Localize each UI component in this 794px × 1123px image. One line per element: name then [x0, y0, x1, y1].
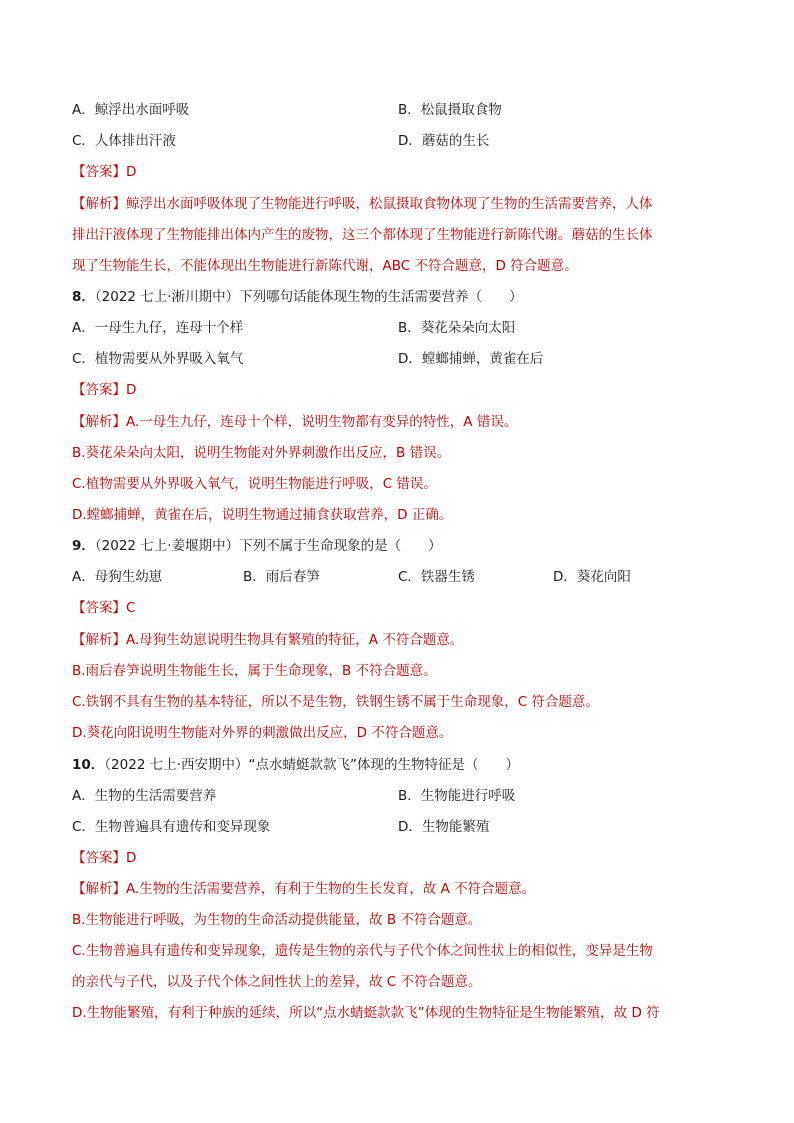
- q10-option-b: B．生物能进行呼吸: [398, 788, 516, 804]
- analysis-text: A.一母生九仔，连母十个样，说明生物都有变异的特性，A 错误。: [126, 414, 518, 430]
- q9-analysis-line-4: D.葵花向阳说明生物能对外界的刺激做出反应，D 不符合题意。: [72, 725, 453, 741]
- q10-option-d: D．生物能繁殖: [398, 819, 490, 835]
- analysis-text: A.母狗生幼崽说明生物具有繁殖的特征，A 不符合题意。: [126, 632, 464, 648]
- q9-stem: [72, 536, 732, 556]
- question-text: 下列哪句话能体现生物的生活需要营养（ ）: [239, 289, 523, 305]
- analysis-label: 【解析】: [72, 196, 126, 212]
- answer-label: 【答案】: [72, 600, 126, 616]
- q8-analysis-line-1: [72, 412, 732, 432]
- q7-option-a: A．鲸浮出水面呼吸: [72, 102, 190, 118]
- q10-analysis-line-1: [72, 879, 732, 899]
- question-number: 10．: [72, 757, 105, 773]
- q8-option-a: A．一母生九仔，连母十个样: [72, 320, 244, 336]
- answer-label: 【答案】: [72, 164, 126, 180]
- q9-analysis-line-2: B.雨后春笋说明生物能生长，属于生命现象，B 不符合题意。: [72, 663, 437, 679]
- q8-stem: [72, 287, 732, 307]
- q8-option-c: C．植物需要从外界吸入氧气: [72, 351, 244, 367]
- q10-analysis-line-5: D.生物能繁殖，有利于种族的延续，所以“点水蜻蜓款款飞”体现的生物特征是生物能繁殖，故 D 符: [72, 1005, 660, 1021]
- q10-analysis-line-3: C.生物普遍具有遗传和变异现象，遗传是生物的亲代与子代个体之间性状上的相似性，变异是生物: [72, 943, 653, 959]
- q8-option-b: B．葵花朵朵向太阳: [398, 320, 516, 336]
- q7-analysis-line-2: 排出汗液体现了生物能排出体内产生的废物，这三个都体现了生物能进行新陈代谢。蘑菇的生长体: [72, 227, 653, 243]
- q9-analysis-line-3: C.铁钢不具有生物的基本特征，所以不是生物，铁钢生锈不属于生命现象，C 符合题意。: [72, 694, 599, 710]
- q10-analysis-line-4: 的亲代与子代，以及子代个体之间性状上的差异，故 C 不符合题意。: [72, 974, 482, 990]
- question-source: （2022 七上·姜堰期中）: [94, 538, 240, 554]
- q10-option-a: A．生物的生活需要营养: [72, 788, 217, 804]
- answer-label: 【答案】: [72, 382, 126, 398]
- q9-option-a: A．母狗生幼崽: [72, 569, 163, 585]
- question-source: （2022 七上·西安期中）: [104, 757, 249, 773]
- answer-value: D: [126, 850, 137, 866]
- answer-value: D: [126, 382, 137, 398]
- answer-value: D: [126, 164, 137, 180]
- q10-stem: [72, 755, 732, 775]
- q7-option-b: B．松鼠摄取食物: [398, 102, 502, 118]
- q7-answer: [72, 162, 732, 182]
- q9-answer: [72, 598, 732, 618]
- q9-option-c: C．铁器生锈: [398, 569, 475, 585]
- q8-analysis-line-3: C.植物需要从外界吸入氧气，说明生物能进行呼吸，C 错误。: [72, 476, 437, 492]
- question-text: 下列不属于生命现象的是（ ）: [239, 538, 442, 554]
- q9-option-b: B．雨后春笋: [243, 569, 320, 585]
- q8-analysis-line-2: B.葵花朵朵向太阳，说明生物能对外界刺激作出反应，B 错误。: [72, 445, 451, 461]
- q7-analysis-line-1: [72, 194, 732, 214]
- q10-option-c: C．生物普遍具有遗传和变异现象: [72, 819, 271, 835]
- analysis-label: 【解析】: [72, 414, 126, 430]
- question-number: 9．: [72, 538, 95, 554]
- question-text: “点水蜻蜓款款飞”体现的生物特征是（ ）: [248, 757, 519, 773]
- q9-analysis-line-1: [72, 630, 732, 650]
- analysis-label: 【解析】: [72, 632, 126, 648]
- answer-label: 【答案】: [72, 850, 126, 866]
- analysis-text: A.生物的生活需要营养，有利于生物的生长发育，故 A 不符合题意。: [126, 881, 536, 897]
- question-number: 8．: [72, 289, 95, 305]
- q7-option-c: C．人体排出汗液: [72, 133, 176, 149]
- q8-option-d: D．螳螂捕蝉，黄雀在后: [398, 351, 544, 367]
- analysis-text: 鲸浮出水面呼吸体现了生物能进行呼吸，松鼠摄取食物体现了生物的生活需要营养，人体: [126, 196, 653, 212]
- q10-answer: [72, 848, 732, 868]
- q7-option-d: D．蘑菇的生长: [398, 133, 490, 149]
- question-source: （2022 七上·淅川期中）: [94, 289, 240, 305]
- answer-value: C: [126, 600, 136, 616]
- q7-analysis-line-3: 现了生物能生长，不能体现出生物能进行新陈代谢，ABC 不符合题意，D 符合题意。: [72, 258, 578, 274]
- q8-analysis-line-4: D.螳螂捕蝉，黄雀在后，说明生物通过捕食获取营养，D 正确。: [72, 507, 453, 523]
- q8-answer: [72, 380, 732, 400]
- q9-option-d: D．葵花向阳: [553, 569, 631, 585]
- q10-analysis-line-2: B.生物能进行呼吸，为生物的生命活动提供能量，故 B 不符合题意。: [72, 912, 482, 928]
- analysis-label: 【解析】: [72, 881, 126, 897]
